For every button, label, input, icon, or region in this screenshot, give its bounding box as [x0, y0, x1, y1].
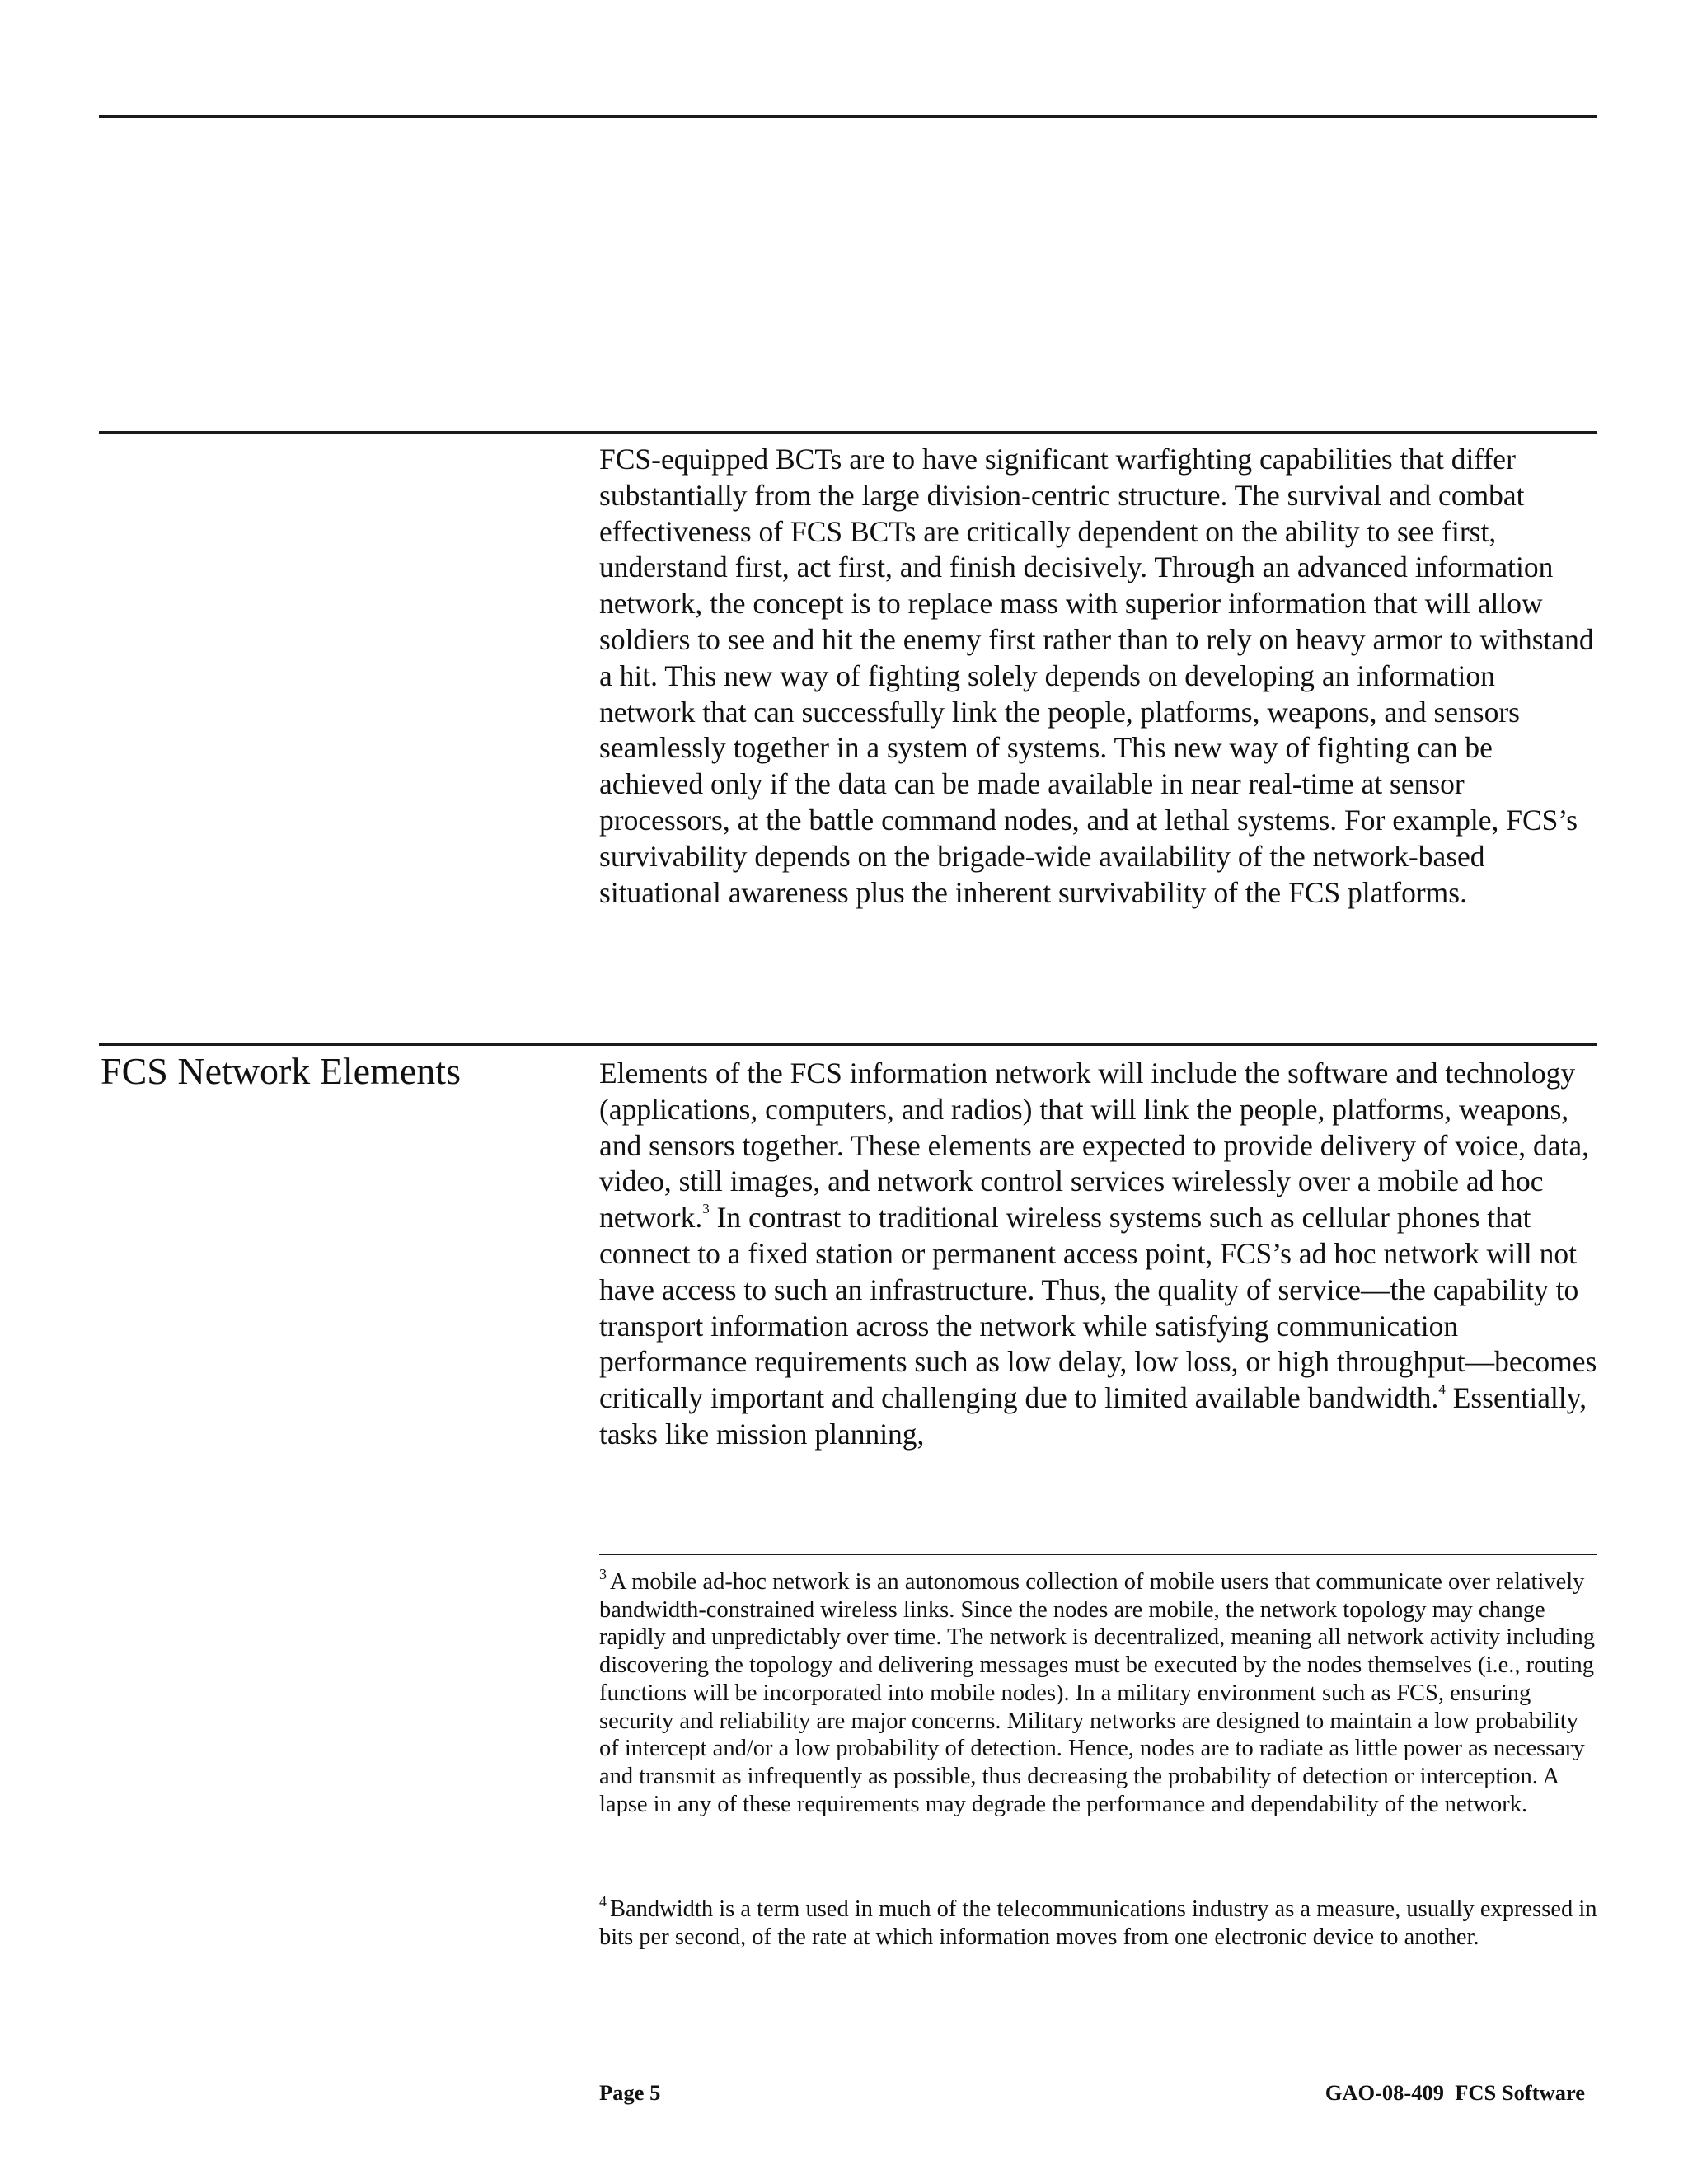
- footnote-text: Bandwidth is a term used in much of the telecommunications industry as a measure, usually expressed in bits per second, of the rate at which information moves from one electronic device to another.: [599, 1896, 1597, 1950]
- section-heading-network-elements: FCS Network Elements: [101, 1050, 461, 1092]
- paragraph-text: In contrast to traditional wireless systems such as cellular phones that connect to a fixed station or permanent access point, FCS’s ad hoc network will not have access to such an infrastructure. Thus, the quality of service—the capability to transport information across the network while satisfying communication performance requirements such as low delay, low loss, or high throughput—becomes critically important and challenging due to limited available bandwidth.: [599, 1201, 1597, 1415]
- footnote-ref-4: 4: [1438, 1381, 1446, 1398]
- paragraph-text: Elements of the FCS information network will include the software and technology (applications, computers, and radios) that will link the people, platforms, weapons, and sensors together. These elements are expected to provide delivery of voice, data, video, still images, and network control services wirelessly over a mobile ad hoc network.: [599, 1057, 1589, 1235]
- footnote-separator: [599, 1554, 1597, 1555]
- section-rule-network-elements: [99, 1043, 1597, 1046]
- footnote-4: [599, 1892, 1597, 1951]
- header-rule: [99, 115, 1597, 118]
- intro-paragraph: FCS-equipped BCTs are to have significant warfighting capabilities that differ substantially from the large division-centric structure. The survival and combat effectiveness of FCS BCTs are critically dependent on the ability to see first, understand first, act first, and finish decisively. Through an advanced information network, the concept is to replace mass with superior information that will allow soldiers to see and hit the enemy first rather than to rely on heavy armor to withstand a hit. This new way of fighting solely depends on developing an information network that can successfully link the people, platforms, weapons, and sensors seamlessly together in a system of systems. This new way of fighting can be achieved only if the data can be made available in near real-time at sensor processors, at the battle command nodes, and at lethal systems. For example, FCS’s survivability depends on the brigade-wide availability of the network-based situational awareness plus the inherent survivability of the FCS platforms.: [599, 443, 1594, 909]
- footnote-text: A mobile ad-hoc network is an autonomous collection of mobile users that communicate over relatively bandwidth-constrained wireless links. Since the nodes are mobile, the network topology may change rapidly and unpredictably over time. The network is decentralized, meaning all network activity including discovering the topology and delivering messages must be executed by the nodes themselves (i.e., routing functions will be incorporated into mobile nodes). In a military environment such as FCS, ensuring security and reliability are major concerns. Military networks are designed to maintain a low probability of intercept and/or a low probability of detection. Hence, nodes are to radiate as little power as necessary and transmit as infrequently as possible, thus decreasing the probability of detection or interception. A lapse in any of these requirements may degrade the performance and dependability of the network.: [599, 1569, 1595, 1817]
- footnote-ref-3: 3: [702, 1201, 710, 1217]
- footnote-number: 3: [599, 1565, 607, 1582]
- paragraph-text: Essentially, tasks like mission planning,: [599, 1381, 1587, 1451]
- page-number: Page 5: [599, 2080, 661, 2105]
- network-elements-paragraph: [599, 1056, 1597, 1453]
- section-rule-intro: [99, 431, 1597, 434]
- footnote-3: [599, 1565, 1597, 1818]
- footnote-number: 4: [599, 1892, 607, 1910]
- report-id: GAO-08-409 FCS Software: [1325, 2080, 1585, 2105]
